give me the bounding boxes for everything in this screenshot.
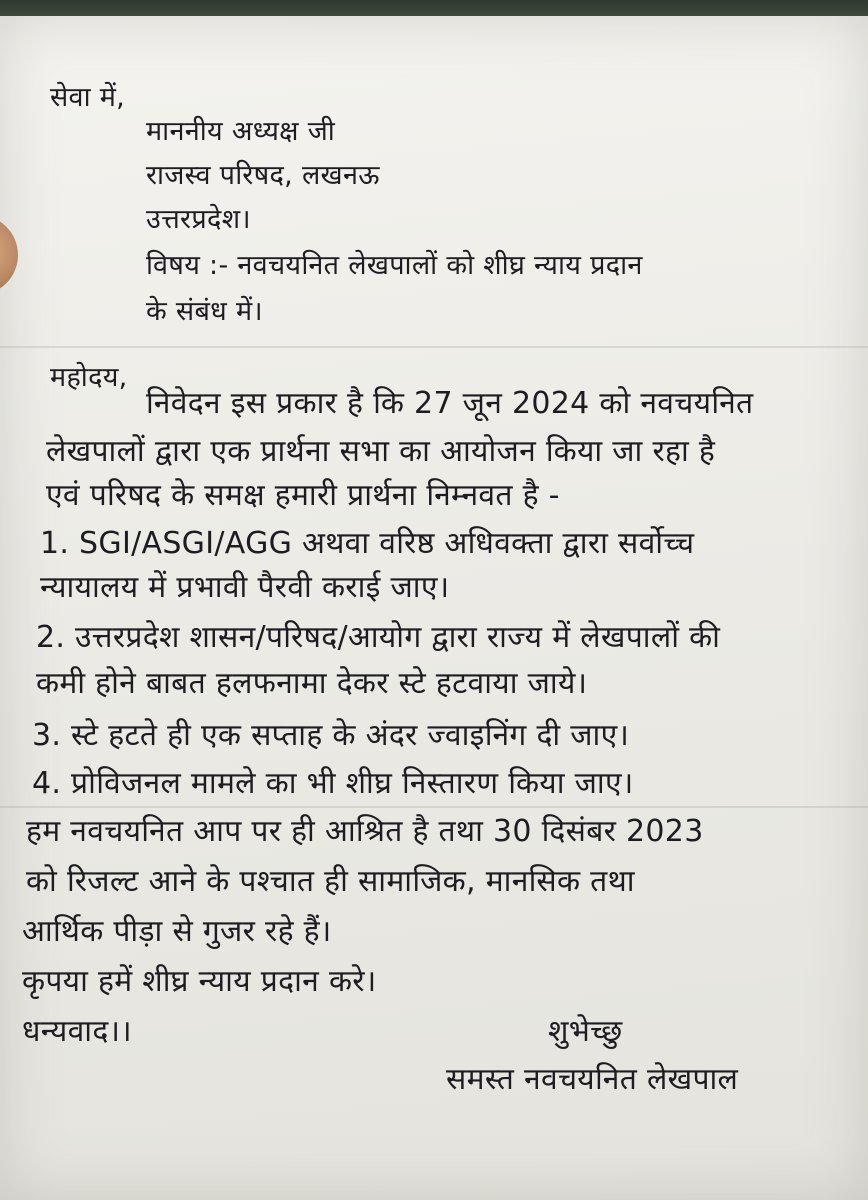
salutation-to: सेवा में,: [50, 82, 126, 113]
paper-fold: [0, 806, 868, 808]
body-line: को रिजल्ट आने के पश्चात ही सामाजिक, मानसिक तथा: [26, 864, 635, 899]
closing: शुभेच्छु: [548, 1014, 623, 1049]
paper-fold: [0, 346, 868, 348]
body-line: हम नवचयनित आप पर ही आश्रित है तथा 30 दिसंबर 2023: [26, 814, 704, 849]
body-line: कमी होने बाबत हलफनामा देकर स्टे हटवाया जाये।: [36, 666, 588, 701]
body-line: एवं परिषद के समक्ष हमारी प्रार्थना निम्नवत है -: [46, 478, 560, 513]
recipient-line: उत्तरप्रदेश।: [146, 204, 251, 235]
request-item: 1. SGI/ASGI/AGG अथवा वरिष्ठ अधिवक्ता द्वारा सर्वोच्च: [40, 526, 695, 561]
body-line: कृपया हमें शीघ्र न्याय प्रदान करे।: [22, 964, 377, 999]
greeting: महोदय,: [50, 362, 128, 393]
request-item: 3. स्टे हटते ही एक सप्ताह के अंदर ज्वाइनिंग दी जाए।: [32, 718, 630, 753]
subject-line: विषय :- नवचयनित लेखपालों को शीघ्र न्याय प्रदान: [146, 250, 643, 281]
body-line: निवेदन इस प्रकार है कि 27 जून 2024 को नवचयनित: [146, 386, 754, 421]
body-line: आर्थिक पीड़ा से गुजर रहे हैं।: [22, 914, 332, 949]
recipient-line: माननीय अध्यक्ष जी: [146, 116, 336, 147]
thanks: धन्यवाद।।: [22, 1014, 132, 1049]
request-item: 4. प्रोविजनल मामले का भी शीघ्र निस्तारण किया जाए।: [32, 766, 634, 801]
recipient-line: राजस्व परिषद, लखनऊ: [146, 160, 380, 191]
body-line: लेखपालों द्वारा एक प्रार्थना सभा का आयोजन किया जा रहा है: [46, 434, 716, 469]
sender-signature: समस्त नवचयनित लेखपाल: [446, 1062, 739, 1097]
request-item: 2. उत्तरप्रदेश शासन/परिषद/आयोग द्वारा राज्य में लेखपालों की: [36, 620, 721, 655]
body-line: न्यायालय में प्रभावी पैरवी कराई जाए।: [40, 570, 450, 605]
subject-line: के संबंध में।: [146, 296, 263, 327]
